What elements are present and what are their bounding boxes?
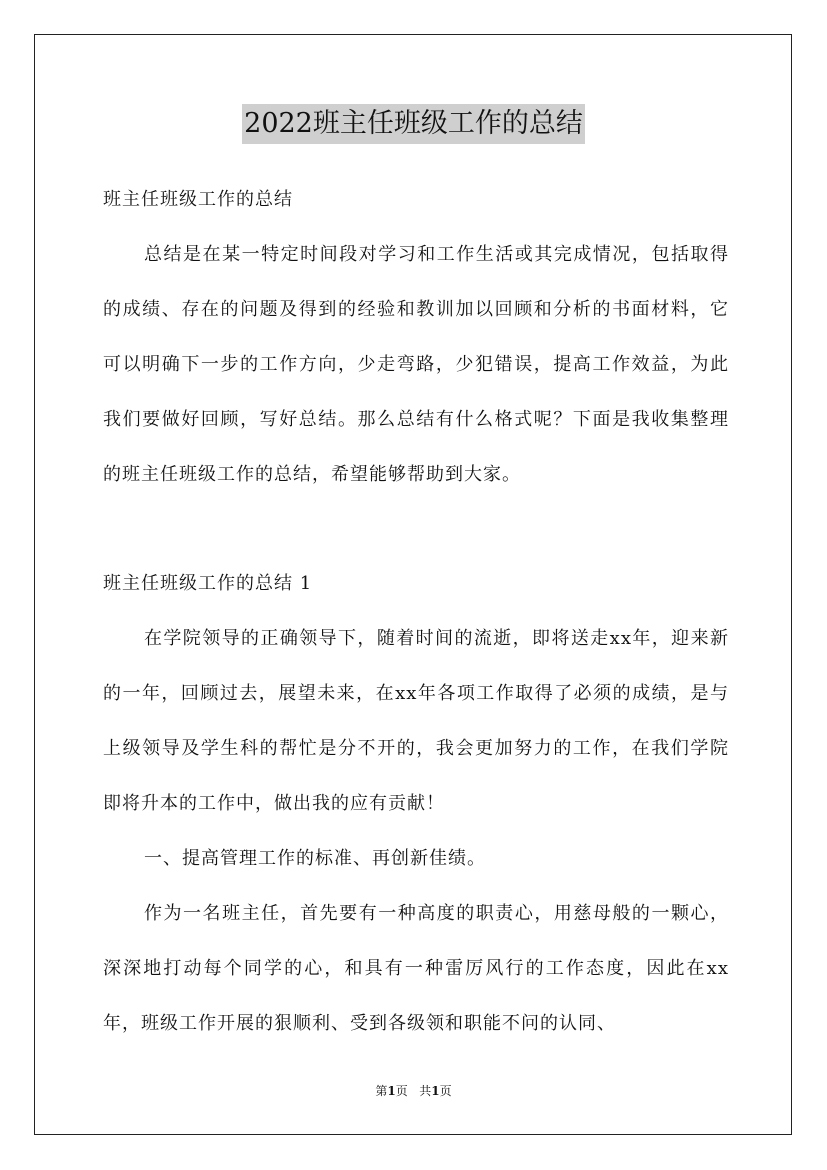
footer-total-prefix: 共 xyxy=(419,1084,432,1098)
footer-total-pages: 1 xyxy=(431,1084,440,1098)
footer-total-suffix: 页 xyxy=(439,1084,452,1098)
document-title: 2022班主任班级工作的总结 xyxy=(242,104,585,144)
footer-page-suffix: 页 xyxy=(395,1084,408,1098)
body-paragraph-1: 在学院领导的正确领导下，随着时间的流逝，即将送走xx年，迎来新的一年，回顾过去，展望未来，在xx年各项工作取得了必须的成绩，是与上级领导及学生科的帮忙是分不开的，我会更加努力的工作，在我们学院即将升本的工作中，做出我的应有贡献！ xyxy=(103,628,729,814)
document-body xyxy=(103,172,729,1051)
document-title-wrapper xyxy=(0,102,827,144)
section-spacer xyxy=(103,502,729,556)
footer-page-prefix: 第 xyxy=(375,1084,388,1098)
document-subtitle: 班主任班级工作的总结 xyxy=(103,189,293,210)
footer-page-number: 1 xyxy=(387,1084,396,1098)
body-paragraph-2: 作为一名班主任，首先要有一种高度的职责心，用慈母般的一颗心，深深地打动每个同学的心，和具有一种雷厉风行的工作态度，因此在xx年，班级工作开展的狠顺利、受到各级领和职能不问的认同、 xyxy=(103,903,729,1034)
point-heading: 一、提高管理工作的标准、再创新佳绩。 xyxy=(144,848,486,869)
intro-paragraph: 总结是在某一特定时间段对学习和工作生活或其完成情况，包括取得的成绩、存在的问题及得到的经验和教训加以回顾和分析的书面材料，它可以明确下一步的工作方向，少走弯路，少犯错误，提高工作效益，为此我们要做好回顾，写好总结。那么总结有什么格式呢？下面是我收集整理的班主任班级工作的总结，希望能够帮助到大家。 xyxy=(103,244,729,485)
page-footer xyxy=(0,1081,827,1101)
section-heading: 班主任班级工作的总结 1 xyxy=(103,573,313,594)
